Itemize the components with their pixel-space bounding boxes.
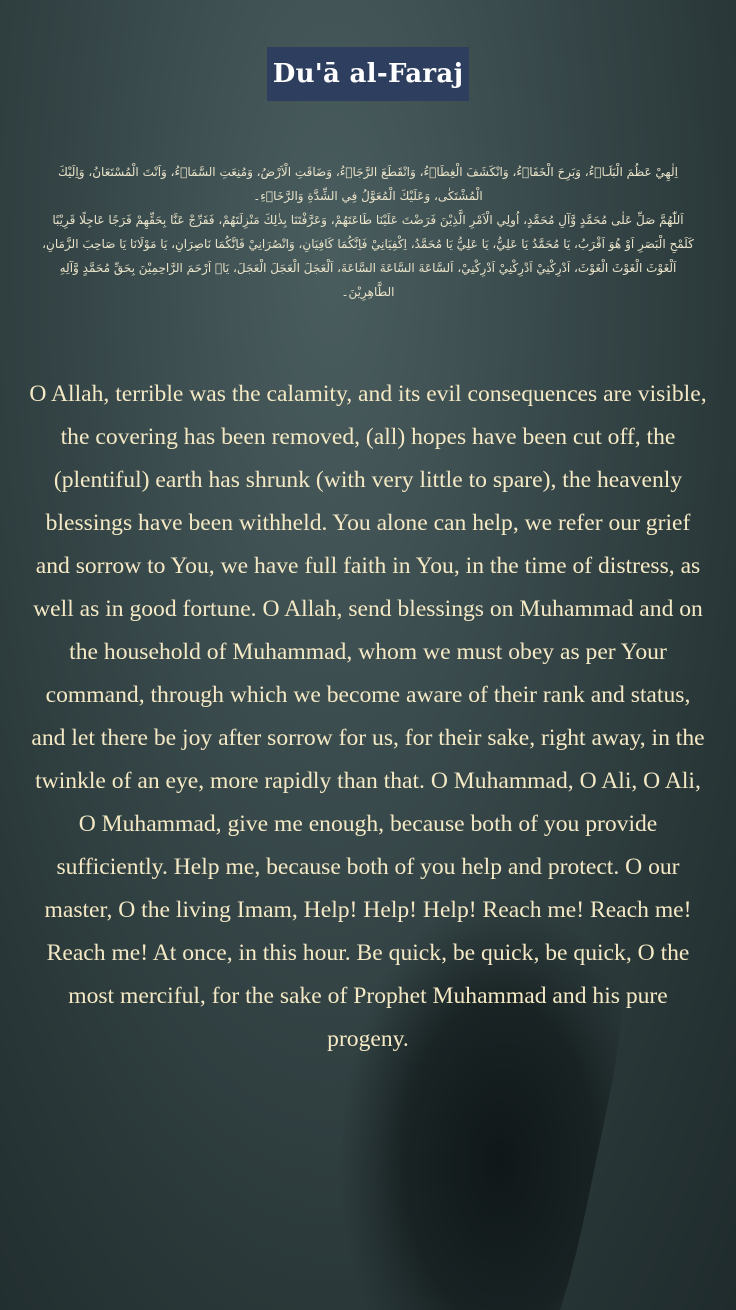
title-container	[0, 47, 736, 101]
arabic-text-block	[40, 160, 696, 304]
english-translation: O Allah, terrible was the calamity, and its evil consequences are visible, the covering has been removed, (all) hopes have been cut off, the (plentiful) earth has shrunk (with very little to spare), the heavenly blessings have been withheld. You alone can help, we refer our grief and sorrow to You, we have full faith in You, in the time of distress, as well as in good fortune. O Allah, send blessings on Muhammad and on the household of Muhammad, whom we must obey as per Your command, through which we become aware of their rank and status, and let there be joy after sorrow for us, for their sake, right away, in the twinkle of an eye, more rapidly than that. O Muhammad, O Ali, O Ali, O Muhammad, give me enough, because both of you provide sufficiently. Help me, because both of you help and protect. O our master, O the living Imam, Help! Help! Help! Reach me! Reach me! Reach me! At once, in this hour. Be quick, be quick, be quick, O the most merciful, for the sake of Prophet Muhammad and his pure progeny.	[29, 381, 707, 1052]
page-title: Du'ā al-Faraj	[267, 47, 470, 101]
arabic-paragraph-2: اَللّٰهُمَّ صَلِّ عَلٰى مُحَمَّدٍ وَّآلِ مُحَمَّدٍ، اُولِي الْاَمْرِ الَّذِيْنَ فَرَضْتَ عَلَيْنَا طَاعَتَهُمْ، وَعَرَّفْتَنَا بِذٰلِكَ مَنْزِلَتَهُمْ، فَفَرِّجْ عَنَّا بِحَقِّهِمْ فَرَجًا عَاجِلًا قَرِيْبًا كَلَمْحِ الْبَصَرِ اَوْ هُوَ اَقْرَبُ، يَا مُحَمَّدُ يَا عَلِيُّ، يَا عَلِيُّ يَا مُحَمَّدُ، اِكْفِيَانِيْ فَاِنَّكُمَا كَافِيَانِ، وَانْصُرَانِيْ فَاِنَّكُمَا نَاصِرَانِ، يَا مَوْلَانَا يَا صَاحِبَ الزَّمَانِ، اَلْغَوْثَ الْغَوْثَ الْغَوْثَ، اَدْرِكْنِيْ اَدْرِكْنِيْ اَدْرِكْنِيْ، اَلسَّاعَةَ السَّاعَةَ السَّاعَةَ، اَلْعَجَلَ الْعَجَلَ الْعَجَلَ، يَاۤ اَرْحَمَ الرَّاحِمِيْنَ بِحَقِّ مُحَمَّدٍ وَّآلِهِ الطَّاهِرِيْنَ۔	[42, 213, 694, 299]
arabic-paragraph-1: اِلٰهِيْ عَظُمَ الْبَلَاۤءُ، وَبَرِحَ الْخَفَاۤءُ، وَانْكَشَفَ الْغِطَاۤءُ، وَانْقَطَعَ الرَّجَاۤءُ، وَضَاقَتِ الْاَرْضُ، وَمُنِعَتِ السَّمَاۤءُ، وَاَنْتَ الْمُسْتَعَانُ، وَاِلَيْكَ الْمُشْتَكٰى، وَعَلَيْكَ الْمُعَوَّلُ فِي الشِّدَّةِ وَالرَّخَاۤءِ۔	[58, 165, 678, 203]
